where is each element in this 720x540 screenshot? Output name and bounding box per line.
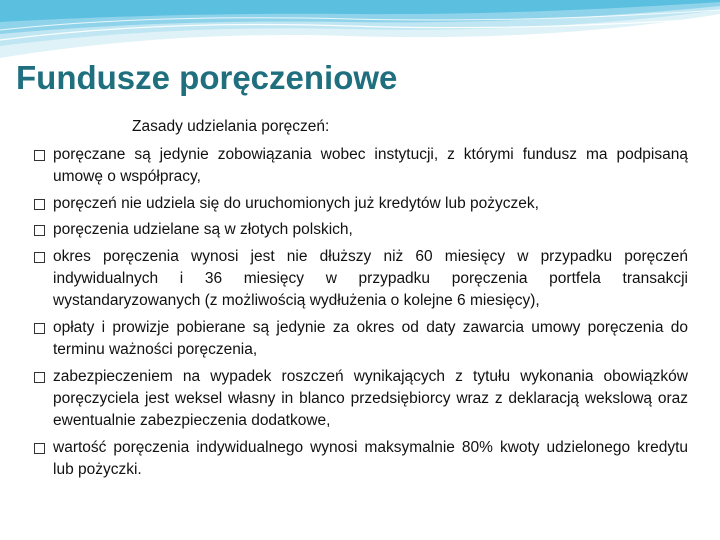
bullet-item <box>34 246 688 313</box>
slide-title: Fundusze poręczeniowe <box>16 59 398 96</box>
bullet-item <box>34 366 688 433</box>
bullet-item <box>34 193 688 215</box>
bullet-text: okres poręczenia wynosi jest nie dłuższy niż 60 miesięcy w przypadku poręczeń indywidualnych i 36 miesięcy w przypadku poręczenia portfela transakcji wystandaryzowanych (z możliwością wydłużenia o kolejne 6 miesięcy), <box>53 247 688 310</box>
bullet-text: poręczeń nie udziela się do uruchomionych już kredytów lub pożyczek, <box>53 194 539 212</box>
bullet-item <box>34 219 688 241</box>
square-bullet-icon <box>34 150 45 161</box>
square-bullet-icon <box>34 225 45 236</box>
square-bullet-icon <box>34 443 45 454</box>
square-bullet-icon <box>34 323 45 334</box>
bullet-item <box>34 437 688 482</box>
bullet-item <box>34 317 688 362</box>
bullet-list <box>34 144 688 486</box>
bullet-item <box>34 144 688 189</box>
bullet-text: opłaty i prowizje pobierane są jedynie za okres od daty zawarcia umowy poręczenia do terminu ważności poręczenia, <box>53 318 688 359</box>
square-bullet-icon <box>34 199 45 210</box>
square-bullet-icon <box>34 372 45 383</box>
slide-subtitle: Zasady udzielania poręczeń: <box>132 118 330 135</box>
bullet-text: wartość poręczenia indywidualnego wynosi maksymalnie 80% kwoty udzielonego kredytu lub pożyczki. <box>53 438 688 479</box>
bullet-text: poręczenia udzielane są w złotych polskich, <box>53 221 353 239</box>
bullet-text: poręczane są jedynie zobowiązania wobec instytucji, z którymi fundusz ma podpisaną umowę o współpracy, <box>53 146 688 186</box>
bullet-text: zabezpieczeniem na wypadek roszczeń wynikających z tytułu wykonania obowiązków poręczyciela jest weksel własny in blanco przedsiębiorcy wraz z deklaracją wekslową oraz ewentualnie zabezpieczenia dodatkowe, <box>53 367 688 430</box>
square-bullet-icon <box>34 252 45 263</box>
